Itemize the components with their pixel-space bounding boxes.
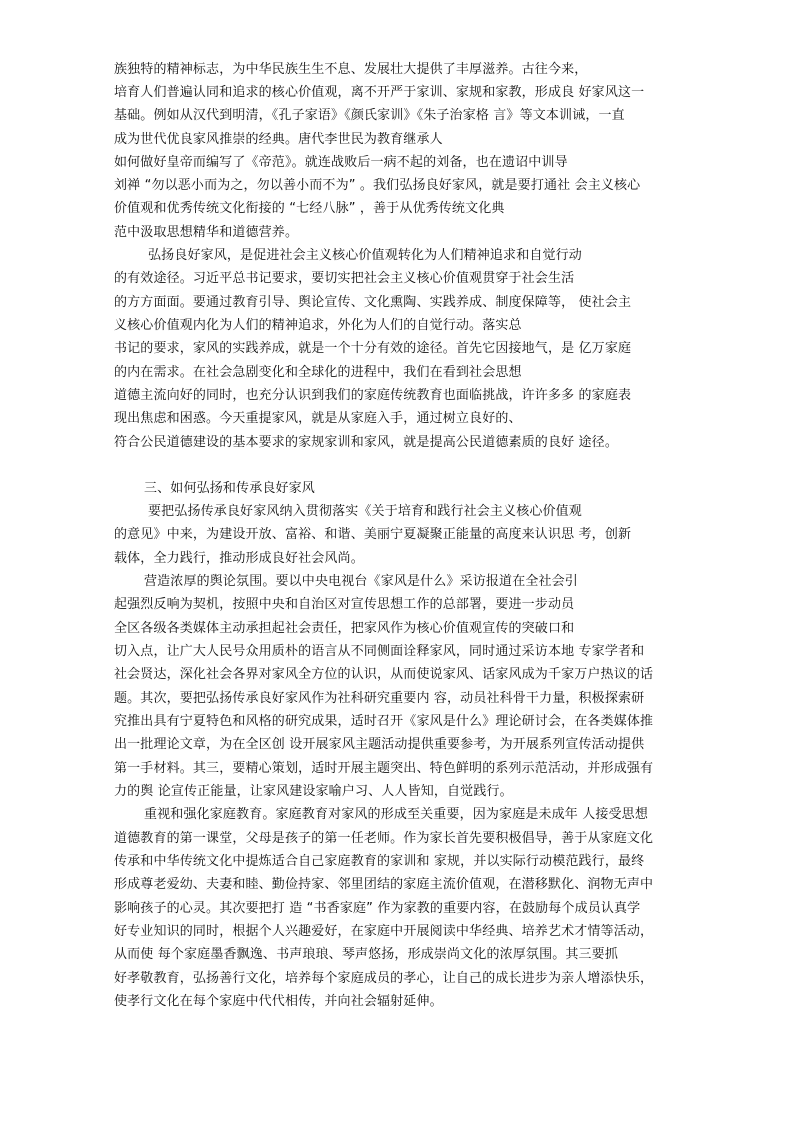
text-line: 营造浓厚的舆论氛围。要以中央电视台《家风是什么》采访报道在全社会引 bbox=[144, 574, 578, 589]
text-line: 基础。例如从汉代到明清，《孔子家语》《颜氏家训》《朱子治家格 言》等文本训诫，一直 bbox=[114, 108, 625, 123]
text-line: 成为世代优良家风推崇的经典。唐代李世民为教育继承人 bbox=[114, 132, 443, 147]
text-line: 道德主流向好的同时，也充分认识到我们的家庭传统教育也面临挑战，许许多多 的家庭表 bbox=[114, 388, 632, 403]
text-line: 的意见》中来，为建设开放、富裕、和谐、美丽宁夏凝聚正能量的高度来认识思 考，创新 bbox=[114, 527, 632, 542]
text-line: 切入点，让广大人民号众用质朴的语言从不同侧面诠释家风，同时通过采访本地 专家学者和 bbox=[114, 644, 645, 659]
text-line: 从而使 每个家庭墨香飘逸、书声琅琅、琴声悠扬，形成崇尚文化的浓厚氛围。其三要抓 bbox=[114, 947, 618, 962]
text-line: 要把弘扬传承良好家风纳入贯彻落实《关于培育和践行社会主义核心价值观 bbox=[148, 504, 582, 519]
section-heading: 三、如何弘扬和传承良好家风 bbox=[144, 481, 315, 496]
text-line: 第一手材料。其三，要精心策划，适时开展主题突出、特色鲜明的系列示范活动，并形成强有 bbox=[114, 761, 654, 776]
text-line: 义核心价值观内化为人们的精神追求，外化为人们的自觉行动。落实总 bbox=[114, 318, 522, 333]
text-line: 如何做好皇帝而编写了《帝范》。就连战败后一病不起的刘备，也在遗诏中训导 bbox=[114, 155, 568, 170]
text-line: 究推出具有宁夏特色和风格的研究成果，适时召开《家风是什么》理论研讨会，在各类媒体推 bbox=[114, 714, 654, 729]
text-line: 好孝敬教育，弘扬善行文化，培养每个家庭成员的孝心，让自己的成长进步为亲人增添快乐， bbox=[114, 971, 654, 986]
text-line: 族独特的精神标志，为中华民族生生不息、发展壮大提供了丰厚滋养。古往今来， bbox=[114, 62, 588, 77]
text-line: 培育人们普遍认同和追求的核心价值观，离不开严于家训、家规和家教，形成良 好家风这一 bbox=[114, 85, 645, 100]
text-line: 的内在需求。在社会急剧变化和全球化的进程中，我们在看到社会思想 bbox=[114, 365, 522, 380]
text-line: 的方方面面。要通过教育引导、舆论宣传、文化熏陶、实践养成、制度保障等， 使社会主 bbox=[114, 295, 632, 310]
text-line: 重视和强化家庭教育。家庭教育对家风的形成至关重要，因为家庭是未成年 人接受思想 bbox=[144, 807, 648, 822]
text-line: 题。其次，要把弘扬传承良好家风作为社科研究重要内 容，动员社科骨干力量，积极探索研 bbox=[114, 691, 645, 706]
text-line: 刘禅 “勿以恶小而为之，勿以善小而不为” 。我们弘扬良好家风，就是要打通社 会主义核心 bbox=[114, 178, 641, 193]
text-line: 出一批理论文章，为在全区创 设开展家风主题活动提供重要参考，为开展系列宣传活动提供 bbox=[114, 737, 645, 752]
text-line: 传承和中华传统文化中提炼适合自己家庭教育的家训和 家规，并以实际行动模范践行，最终 bbox=[114, 854, 645, 869]
text-line: 起强烈反响为契机，按照中央和自治区对宣传思想工作的总部署，要进一步动员 bbox=[114, 597, 575, 612]
text-line: 范中汲取思想精华和道德营养。 bbox=[114, 225, 299, 240]
text-line: 好专业知识的同时，根据个人兴趣爱好，在家庭中开展阅读中华经典、培养艺术才情等活动， bbox=[114, 924, 654, 939]
text-line: 形成尊老爱幼、夫妻和睦、勤俭持家、邻里团结的家庭主流价值观，在潜移默化、润物无声中 bbox=[114, 877, 654, 892]
text-line: 社会贤达，深化社会各界对家风全方位的认识，从而使说家风、话家风成为千家万户热议的话 bbox=[114, 667, 654, 682]
text-line: 全区各级各类媒体主动承担起社会责任，把家风作为核心价值观宣传的突破口和 bbox=[114, 621, 575, 636]
text-line: 现出焦虑和困惑。今天重提家风，就是从家庭入手，通过树立良好的、 bbox=[114, 411, 522, 426]
text-line: 力的舆 论宣传正能量，让家风建设家喻户习、人人皆知，自觉践行。 bbox=[114, 784, 513, 799]
text-line: 价值观和优秀传统文化衔接的 “七经八脉” ，善于从优秀传统文化典 bbox=[114, 201, 505, 216]
text-line: 符合公民道德建设的基本要求的家规家训和家风，就是提高公民道德素质的良好 途径。 bbox=[114, 435, 618, 450]
text-line: 书记的要求，家风的实践养成，就是一个十分有效的途径。首先它因接地气，是 亿万家庭 bbox=[114, 341, 632, 356]
text-line: 影响孩子的心灵。其次要把打 造 “书香家庭” 作为家教的重要内容，在鼓励每个成员认真学 bbox=[114, 901, 641, 916]
text-line: 载体，全力践行，推动形成良好社会风尚。 bbox=[114, 551, 364, 566]
text-line: 使孝行文化在每个家庭中代代相传，并向社会辐射延伸。 bbox=[114, 994, 443, 1009]
text-line: 弘扬良好家风，是促进社会主义核心价值观转化为人们精神追求和自觉行动 bbox=[148, 248, 582, 263]
text-line: 道德教育的第一课堂，父母是孩子的第一任老师。作为家长首先要积极倡导，善于从家庭文化 bbox=[114, 831, 654, 846]
text-line: 的有效途径。习近平总书记要求，要切实把社会主义核心价值观贯穿于社会生活 bbox=[114, 271, 575, 286]
